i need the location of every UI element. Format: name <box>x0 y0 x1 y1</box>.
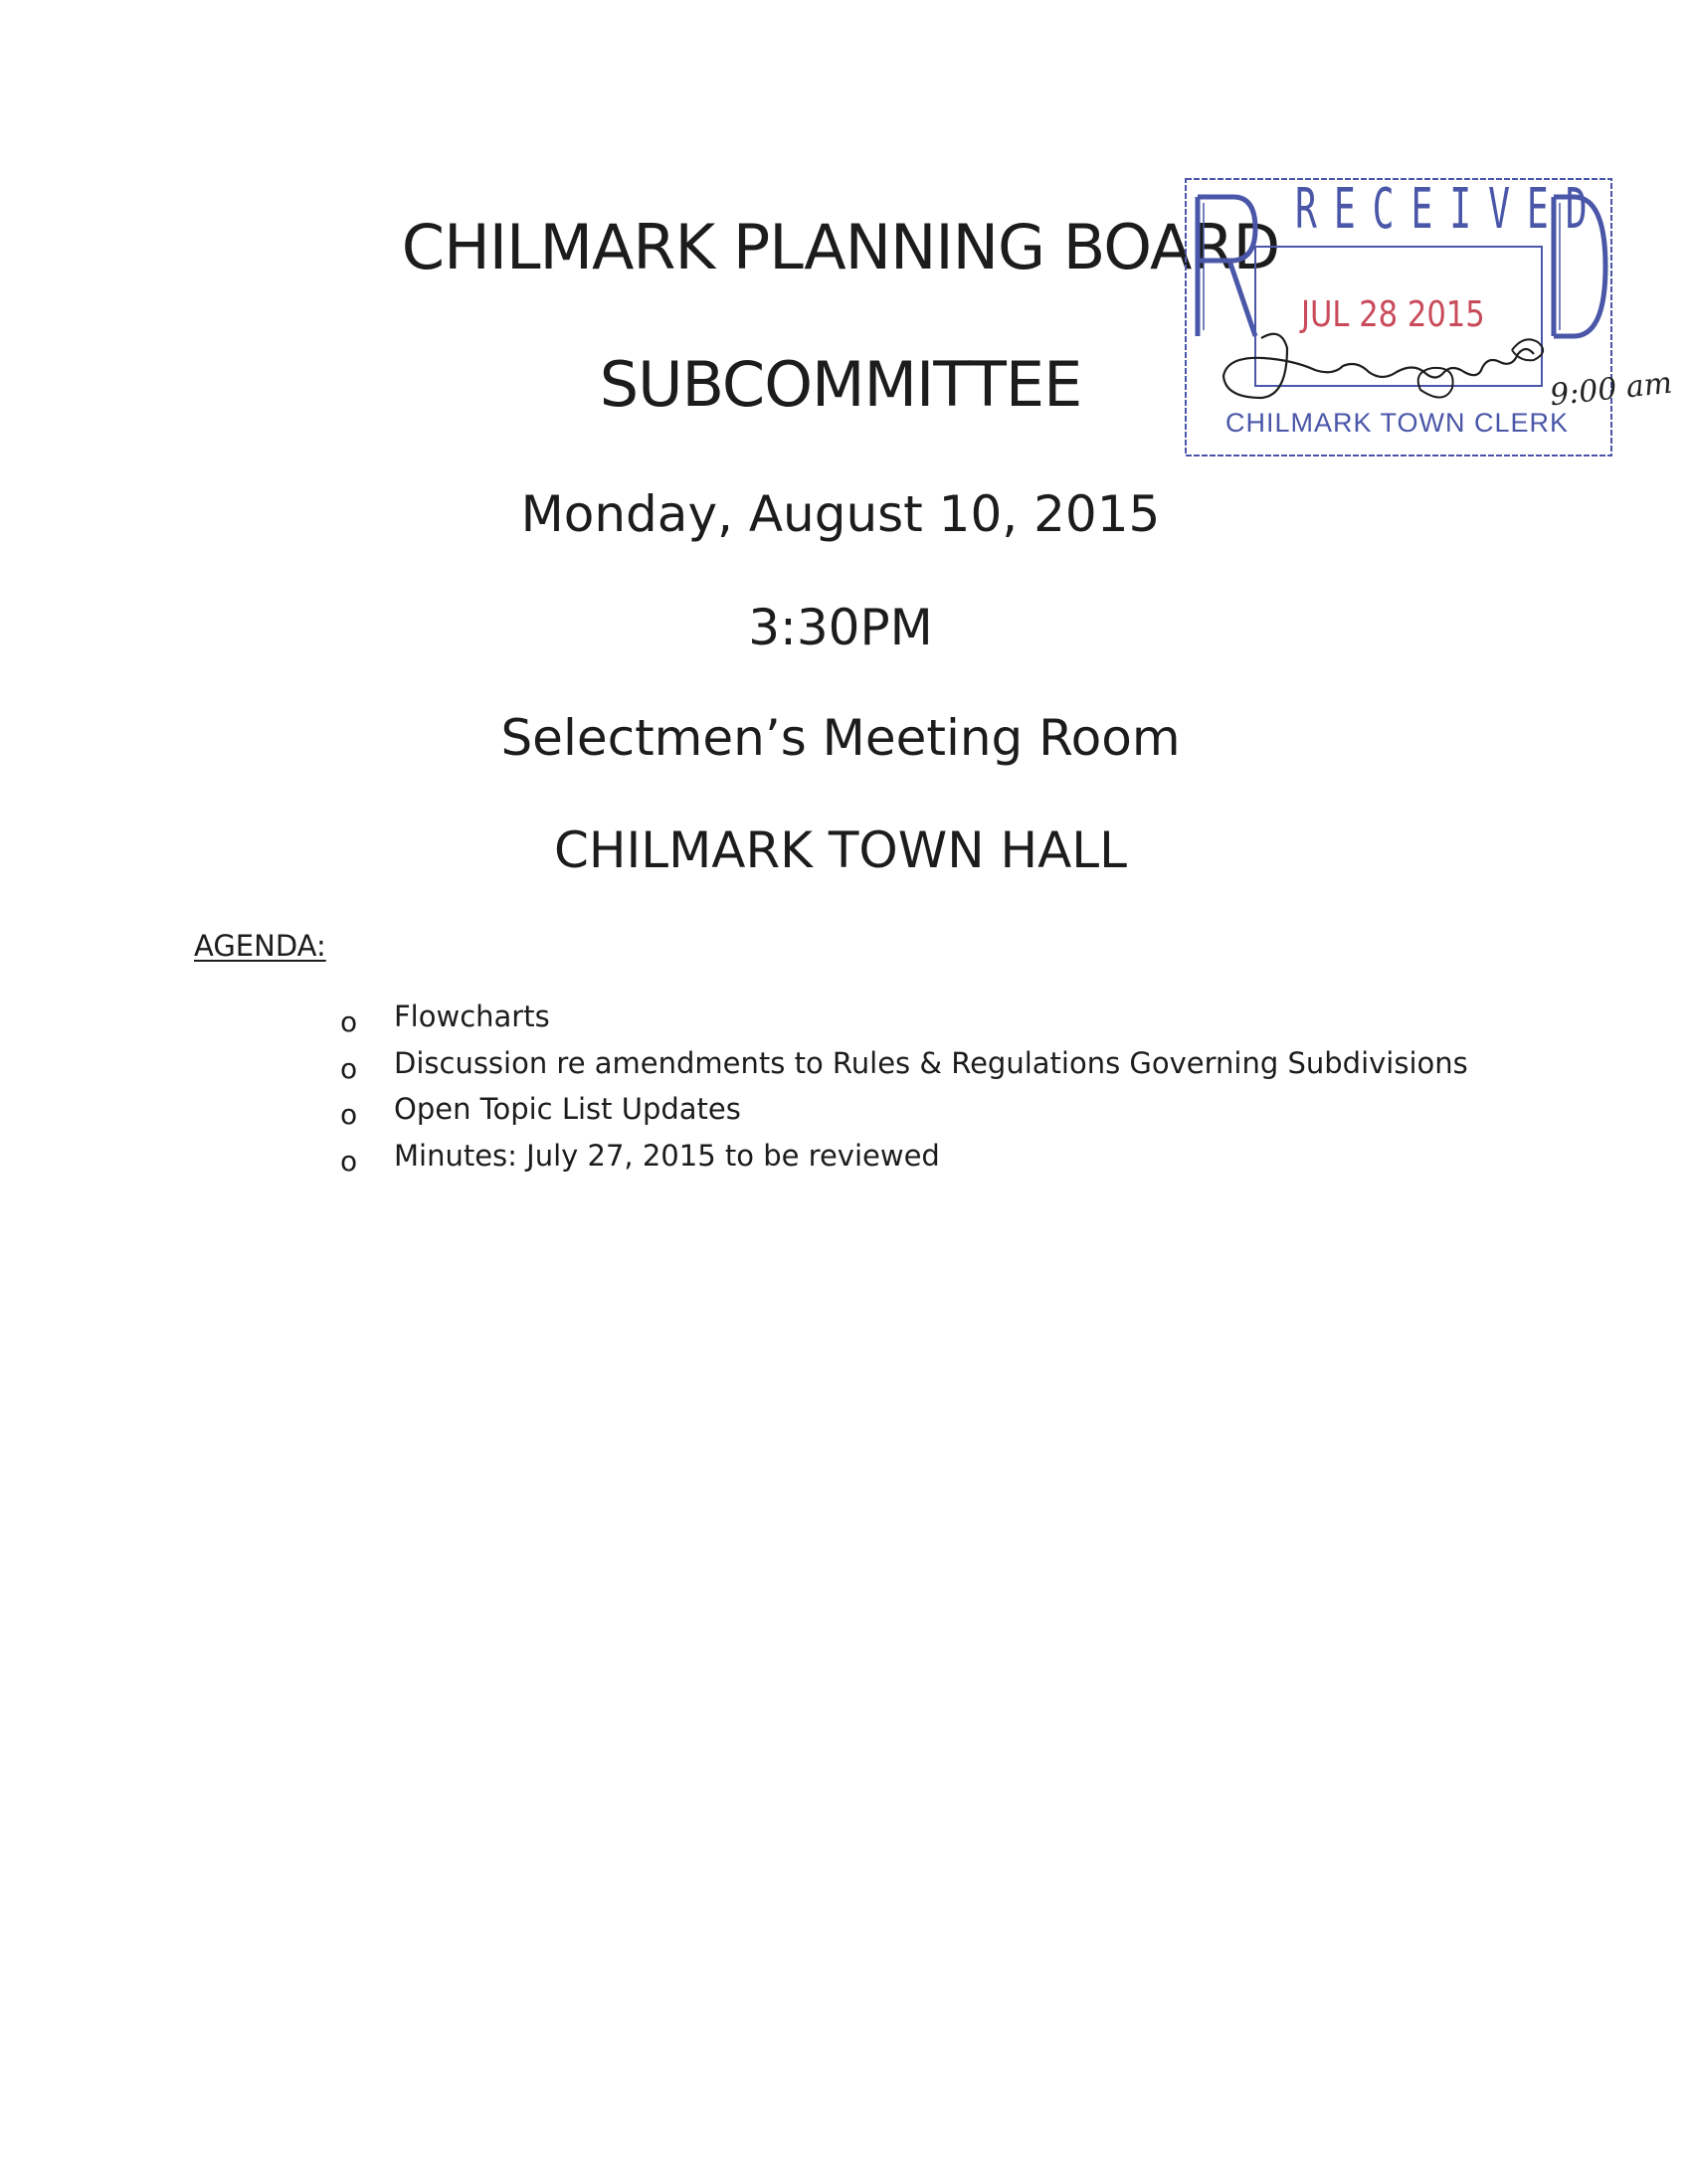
bullet-icon: o <box>340 1005 358 1038</box>
meeting-room: Selectmen’s Meeting Room <box>500 709 1181 767</box>
received-stamp <box>1184 177 1674 457</box>
subcommittee-title: SUBCOMMITTEE <box>599 348 1082 421</box>
agenda-item-text: Open Topic List Updates <box>394 1092 741 1126</box>
meeting-date: Monday, August 10, 2015 <box>520 485 1161 543</box>
bullet-icon: o <box>340 1051 358 1085</box>
stamp-received-text: RECEIVED <box>1295 177 1604 242</box>
stamp-clerk: CHILMARK TOWN CLERK <box>1225 408 1570 438</box>
bullet-icon: o <box>340 1098 358 1131</box>
agenda-item-text: Discussion re amendments to Rules & Regulations Governing Subdivisions <box>394 1045 1468 1080</box>
stamp-time-note: 9:00 am <box>1548 365 1674 414</box>
meeting-location: CHILMARK TOWN HALL <box>553 821 1128 879</box>
bullet-icon: o <box>340 1144 358 1178</box>
meeting-time: 3:30PM <box>748 599 933 656</box>
agenda-item-text: Minutes: July 27, 2015 to be reviewed <box>394 1138 940 1173</box>
agenda-heading: AGENDA: <box>194 929 326 963</box>
agenda-item-text: Flowcharts <box>394 1000 550 1033</box>
board-title: CHILMARK PLANNING BOARD <box>401 211 1280 283</box>
stamp-date: JUL 28 2015 <box>1301 294 1485 335</box>
